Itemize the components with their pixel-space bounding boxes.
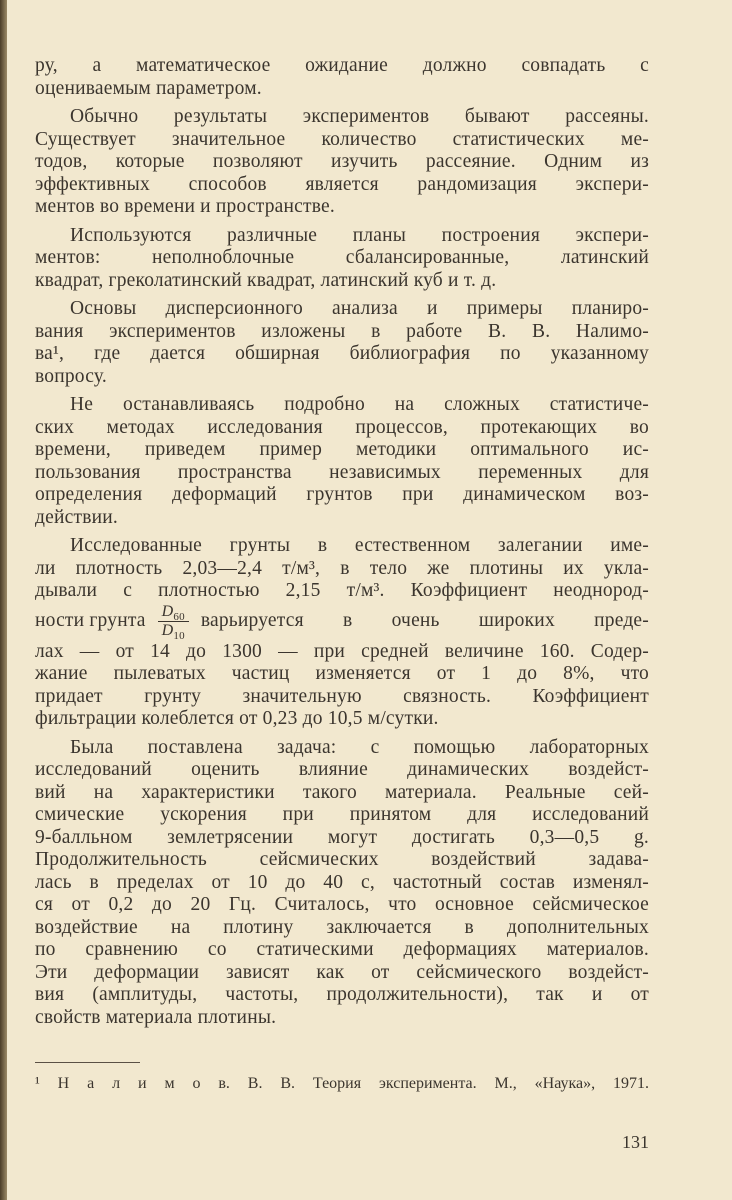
paragraph [35, 55, 649, 100]
text-line: придает грунту значительную связность. Коэффициент [35, 685, 649, 707]
text-line: ру, а математическое ожидание должно совпадать с [35, 55, 649, 76]
text-line: тодов, которые позволяют изучить рассеяние. Одним из [35, 151, 649, 172]
text-line: ских методах исследования процессов, протекающих во [35, 416, 649, 438]
text-line: Основы дисперсионного анализа и примеры планиро- [70, 298, 649, 319]
text-line: Была поставлена задача: с помощью лабораторных [70, 736, 649, 758]
text-line: дывали с плотностью 2,15 т/м³. Коэффициент неоднород- [35, 580, 649, 601]
text-line: ли плотность 2,03—2,4 т/м³, в тело же плотины их укла- [35, 557, 649, 579]
text-line: вий на характеристики такого материала. Реальные сей- [35, 781, 649, 803]
paragraph [35, 535, 649, 731]
text-line: ментов: неполноблочные сбалансированные, латинский [35, 247, 649, 268]
text-line: исследований оценить влияние динамических воздейст- [35, 759, 649, 780]
fraction-line [35, 603, 649, 641]
fraction-d60-over-d10 [158, 603, 189, 643]
text-line: лась в пределах от 10 до 40 с, частотный состав изменял- [35, 871, 649, 893]
text-line: воздействие на плотину заключается в дополнительных [35, 916, 649, 938]
text-line: пользования пространства независимых переменных для [35, 461, 649, 483]
text-line: свойств материала плотины. [35, 1006, 277, 1028]
numerator-subscript: 60 [173, 611, 185, 624]
text-line: времени, приведем пример методики оптимального ис- [35, 439, 649, 460]
text-line: вания экспериментов изложены в работе В. В. Налимо- [35, 320, 649, 342]
text-line: Обычно результаты экспериментов бывают рассеяны. [70, 106, 649, 127]
text-line: Существует значительное количество статистических ме- [35, 128, 649, 150]
footnote: ¹ Н а л и м о в. В. В. Теория эксперимента. М., «Наука», 1971. [35, 1075, 649, 1092]
text-line: вия (амплитуды, частоты, продолжительности), так и от [35, 984, 649, 1005]
text-line: жание пылеватых частиц изменяется от 1 до 8%, что [35, 663, 649, 684]
text-line: определения деформаций грунтов при динамическом воз- [35, 484, 649, 505]
text-line: эффективных способов является рандомизация экспери- [35, 173, 649, 195]
denominator-symbol: D [161, 622, 174, 639]
text-line: фильтрации колеблется от 0,23 до 10,5 м/сутки. [35, 708, 439, 729]
text-line: смические ускорения при принятом для исследований [35, 804, 649, 825]
paragraph [35, 225, 649, 293]
book-binding-edge [0, 0, 7, 1200]
text-line: ментов во времени и пространстве. [35, 196, 335, 217]
fraction-denominator [161, 622, 185, 643]
text-line: Эти деформации зависят как от сейсмического воздейст- [35, 961, 649, 983]
text-segment: ности грунта [35, 610, 146, 632]
text-line: вопросу. [35, 365, 107, 387]
text-line: оцениваемым параметром. [35, 77, 262, 99]
paragraph [35, 737, 649, 1030]
paragraph [35, 394, 649, 529]
text-line: ва¹, где дается обширная библиография по указанному [35, 343, 649, 364]
paragraph [35, 106, 649, 219]
text-line: квадрат, греколатинский квадрат, латинский куб и т. д. [35, 269, 497, 291]
body-text [35, 55, 649, 1029]
text-line: действии. [35, 506, 118, 528]
footnote-divider [35, 1062, 140, 1063]
text-line: по сравнению со статическими деформациях материалов. [35, 939, 649, 960]
paragraph [35, 298, 649, 388]
text-line: ся от 0,2 до 20 Гц. Считалось, что основное сейсмическое [35, 894, 649, 915]
numerator-symbol: D [161, 603, 174, 620]
denominator-subscript: 10 [173, 630, 185, 643]
text-line: Исследованные грунты в естественном залегании име- [70, 535, 649, 556]
text-line: Используются различные планы построения экспери- [70, 224, 649, 246]
page-number: 131 [622, 1132, 649, 1152]
text-line: Не останавливаясь подробно на сложных статистиче- [70, 394, 649, 415]
text-line: 9-балльном землетрясении могут достигать 0,3—0,5 g. [35, 826, 649, 848]
text-line: лах — от 14 до 1300 — при средней величине 160. Содер- [35, 640, 649, 662]
text-line: Продолжительность сейсмических воздействий задава- [35, 849, 649, 870]
fraction-numerator [158, 604, 189, 622]
text-segment: варьируется в очень широких преде- [200, 610, 649, 632]
